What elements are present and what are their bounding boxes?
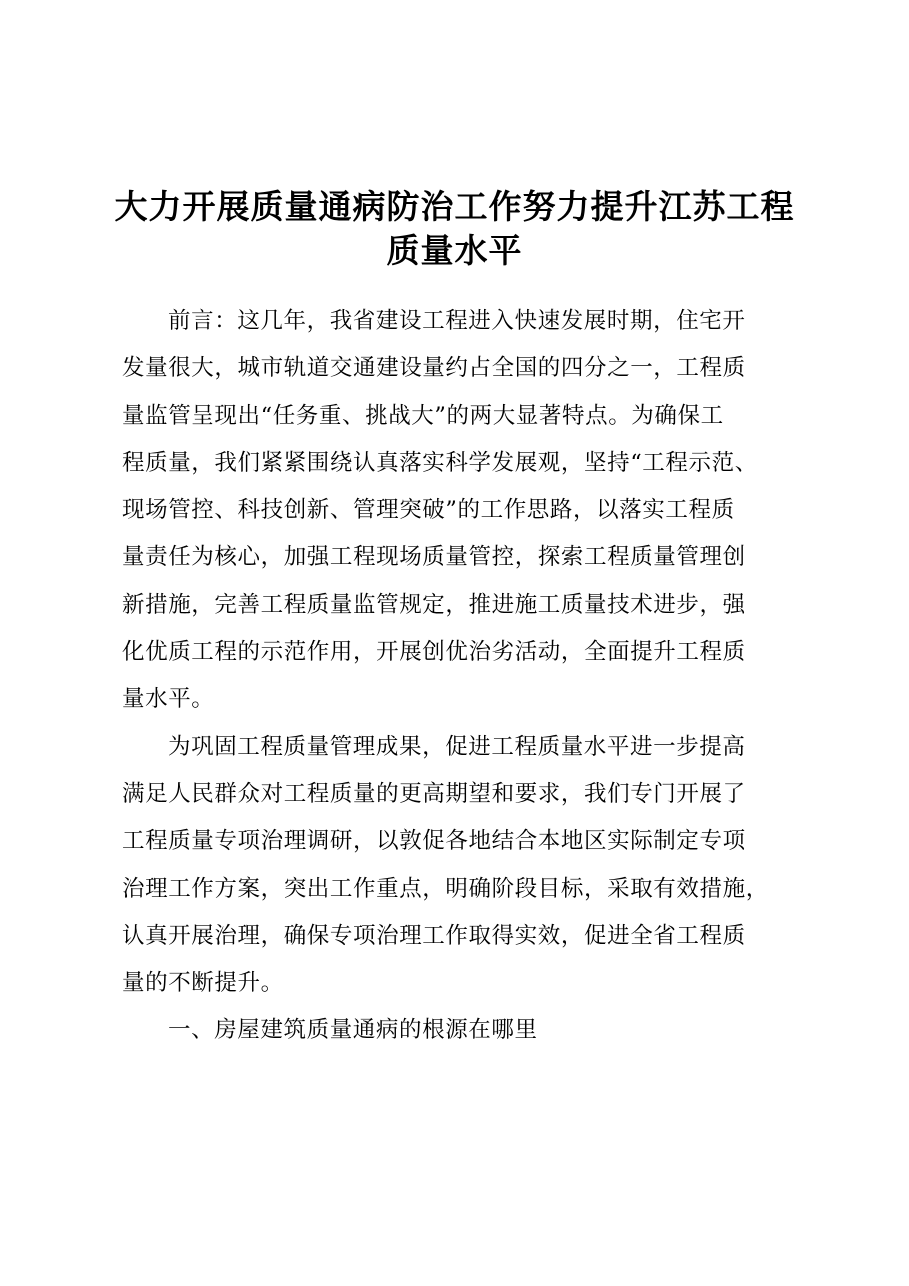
section-heading: 一、房屋建筑质量通病的根源在哪里 — [168, 1017, 538, 1044]
paragraph-line: 前言：这几年，我省建设工程进入快速发展时期，住宅开 — [168, 308, 746, 334]
paragraph-line: 新措施，完善工程质量监管规定，推进施工质量技术进步，强 — [122, 591, 746, 618]
paragraph-line: 量监管呈现出“任务重、挑战大”的两大显著特点。为确保工 — [122, 402, 724, 429]
document-title — [100, 185, 809, 273]
paragraph-line: 量水平。 — [122, 686, 215, 713]
paragraph-line: 量责任为核心，加强工程现场质量管控，探索工程质量管理创 — [122, 544, 746, 571]
paragraph-line: 满足人民群众对工程质量的更高期望和要求，我们专门开展了 — [122, 780, 746, 807]
paragraph-line: 为巩固工程质量管理成果，促进工程质量水平进一步提高 — [168, 733, 746, 760]
paragraph-line: 治理工作方案，突出工作重点，明确阶段目标，采取有效措施， — [122, 875, 769, 902]
paragraph-line: 现场管控、科技创新、管理突破”的工作思路，以落实工程质 — [122, 497, 735, 524]
paragraph-line: 量的不断提升。 — [122, 970, 284, 997]
title-line: 大力开展质量通病防治工作努力提升江苏工程 — [114, 187, 795, 227]
paragraph-preface — [122, 298, 812, 724]
paragraph-line: 认真开展治理，确保专项治理工作取得实效，促进全省工程质 — [122, 922, 746, 949]
paragraph-line: 化优质工程的示范作用，开展创优治劣活动，全面提升工程质 — [122, 639, 746, 666]
paragraph-consolidation — [122, 724, 812, 1008]
title-line: 质量水平 — [386, 231, 523, 271]
document-body — [122, 298, 812, 1055]
paragraph-line: 工程质量专项治理调研，以敦促各地结合本地区实际制定专项 — [122, 828, 746, 855]
paragraph-line: 程质量，我们紧紧围绕认真落实科学发展观，坚持“工程示范、 — [122, 449, 758, 476]
paragraph-line: 发量很大，城市轨道交通建设量约占全国的四分之一，工程质 — [122, 355, 746, 382]
